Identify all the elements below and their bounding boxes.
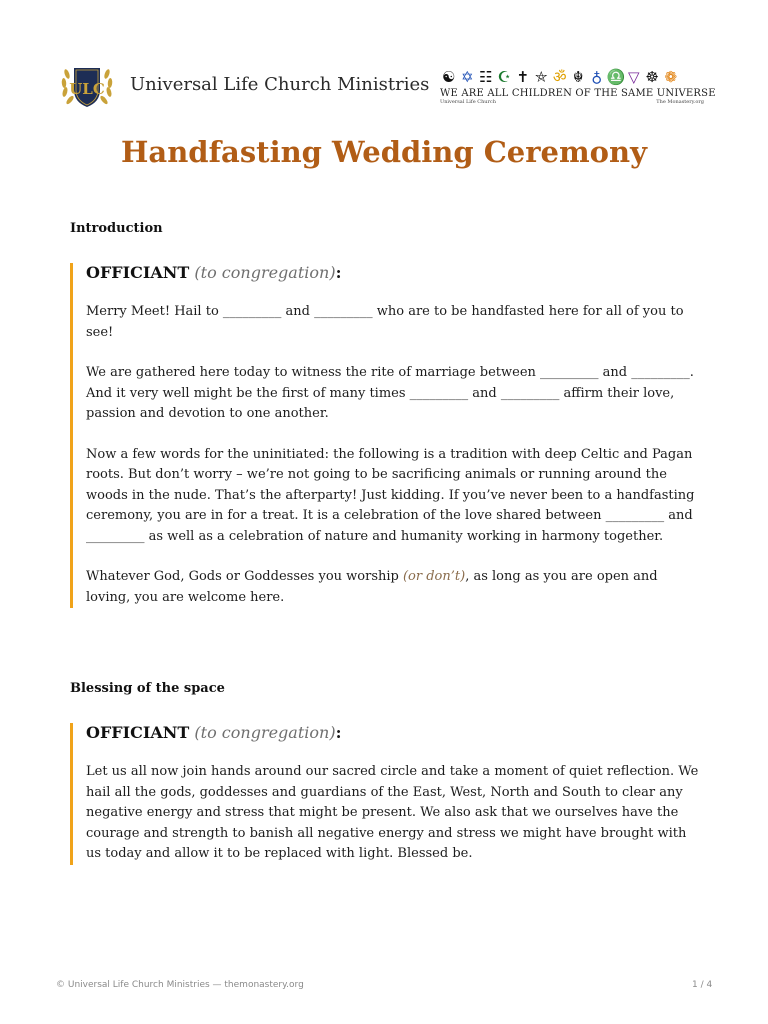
interfaith-symbols-icon xyxy=(440,68,716,108)
footer-copyright: © Universal Life Church Ministries — themonastery.org xyxy=(56,980,304,990)
svg-text:ULC: ULC xyxy=(69,80,105,98)
tagline-sources xyxy=(440,99,710,107)
stage-direction: (to congregation) xyxy=(194,723,336,742)
ulc-shield-wreath-icon xyxy=(58,64,116,108)
faith-symbol-icon: ☯ xyxy=(442,68,456,86)
faith-symbol-icon: ▽ xyxy=(627,68,640,86)
faith-symbol-icon: ☸ xyxy=(645,68,659,86)
paragraph-text: , as long as you are open and loving, you are welcome here. xyxy=(86,569,658,605)
section-heading-introduction: Introduction xyxy=(70,221,163,236)
page-number: 1 / 4 xyxy=(692,980,713,990)
aside-text: (or don’t) xyxy=(402,569,466,584)
speaker-name: OFFICIANT xyxy=(86,723,190,742)
tagline-right: The Monastery.org xyxy=(656,99,704,105)
paragraph-text: Whatever God, Gods or Goddesses you worship xyxy=(86,569,403,584)
faith-symbol-icon: ☷ xyxy=(479,68,493,86)
speaker-name: OFFICIANT xyxy=(86,263,190,282)
faith-symbol-icon: ❁ xyxy=(664,68,678,86)
faith-symbol-icon: ✝ xyxy=(516,68,530,86)
faith-symbol-icon: ॐ xyxy=(552,68,567,86)
paragraph: Let us all now join hands around our sacred circle and take a moment of quiet reflection. We hail all the gods, goddesses and guardians of the East, West, North and South to clear any negative energy and stress that might be present. We also ask that we ourselves have the courage and strength to banish all negative energy and stress we might have brought with us today and allow it to be replaced with light. Blessed be. xyxy=(86,764,699,861)
introduction-block xyxy=(70,263,700,608)
organization-name: Universal Life Church Ministries xyxy=(130,74,430,95)
document-title: Handfasting Wedding Ceremony xyxy=(121,135,647,169)
speaker-line xyxy=(86,723,700,742)
document-header xyxy=(58,64,716,110)
stage-direction: (to congregation) xyxy=(194,263,336,282)
blessing-block xyxy=(70,723,700,865)
speaker-colon: : xyxy=(335,723,342,742)
paragraph: We are gathered here today to witness the rite of marriage between _________ and _________. And it very well might be the first of many times _________ and _________ affirm their love, passion and devotion to one another. xyxy=(86,365,694,421)
faith-symbol-icon: ☪ xyxy=(497,68,511,86)
faith-symbol-icon: ♎ xyxy=(606,68,626,86)
paragraph xyxy=(86,567,700,608)
speaker-line xyxy=(86,263,700,282)
tagline: WE ARE ALL CHILDREN OF THE SAME UNIVERSE xyxy=(440,88,716,99)
tagline-left: Universal Life Church xyxy=(440,99,496,105)
speaker-colon: : xyxy=(335,263,342,282)
faith-symbol-icon: ♁ xyxy=(591,68,603,86)
symbol-row xyxy=(440,68,710,86)
paragraph: Merry Meet! Hail to _________ and _________ who are to be handfasted here for all of you to see! xyxy=(86,304,684,340)
section-heading-blessing: Blessing of the space xyxy=(70,681,225,696)
faith-symbol-icon: ⛤ xyxy=(535,68,548,86)
paragraph: Now a few words for the uninitiated: the following is a tradition with deep Celtic and Pagan roots. But don’t worry – we’re not going to be sacrificing animals or running around the woods in the nude. That’s the afterparty! Just kidding. If you’ve never been to a handfasting ceremony, you are in for a treat. It is a celebration of the love shared between _________ and _________ as well as a celebration of nature and humanity working in harmony together. xyxy=(86,446,695,544)
faith-symbol-icon: ✡ xyxy=(460,68,474,86)
faith-symbol-icon: ☬ xyxy=(572,68,584,86)
